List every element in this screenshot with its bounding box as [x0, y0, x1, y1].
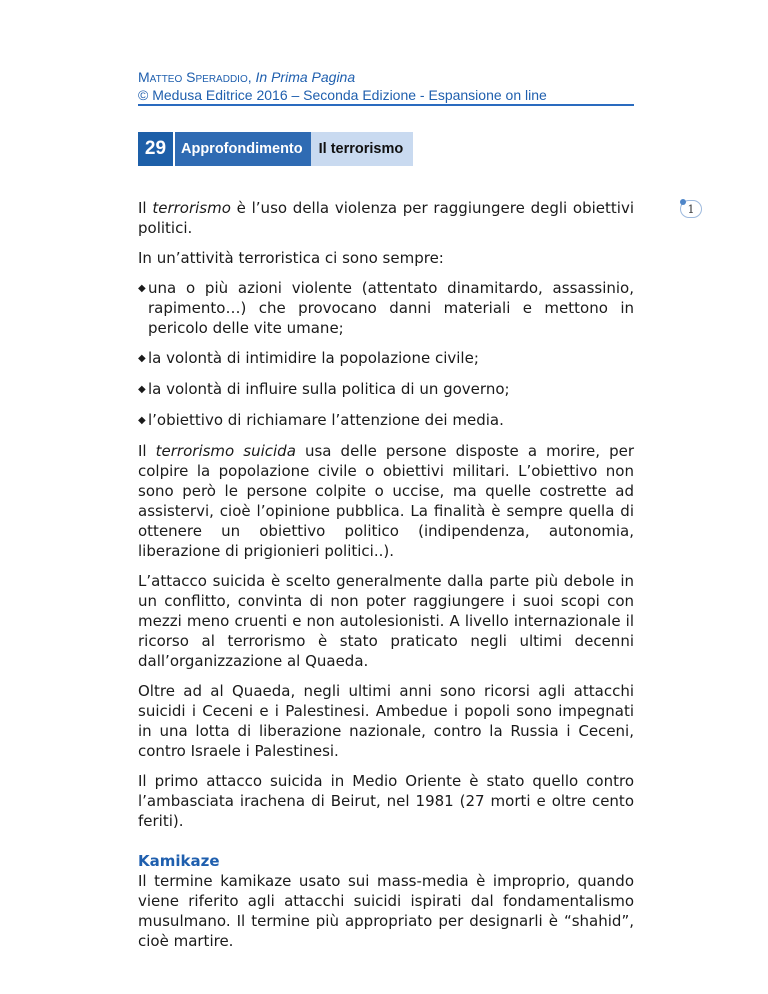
page-number-badge	[677, 197, 705, 221]
book-title: In Prima Pagina	[255, 69, 356, 85]
heading-kamikaze: Kamikaze	[138, 852, 220, 870]
paragraph-intro-list: In un’attività terroristica ci sono sempre:	[138, 249, 444, 267]
list-item: ◆ l’obiettivo di richiamare l’attenzione dei media.	[138, 411, 504, 429]
list-item: ◆ una o più azioni violente (attentato dinamitardo, assassinio, rapimento…) che provocano danni materiali e mettono in pericolo delle vite umane;	[138, 279, 634, 337]
diamond-bullet-icon: ◆	[138, 353, 146, 364]
edition-line: © Medusa Editrice 2016 – Seconda Edizione - Espansione on line	[138, 87, 547, 103]
topic-label: Il terrorismo	[311, 132, 414, 166]
section-label: Approfondimento	[175, 132, 311, 166]
paragraph-suicide-attack: L’attacco suicida è scelto generalmente dalla parte più debole in un conflitto, convinta di non poter raggiungere i suoi scopi con mezzi meno cruenti e non autolesionisti. A livello internazionale il ricorso al terrorismo è stato praticato negli ultimi decenni dall’organizzazione al Quaeda.	[138, 572, 634, 670]
header-rule	[138, 104, 634, 106]
paragraph-chechens-palestinians: Oltre ad al Quaeda, negli ultimi anni sono ricorsi agli attacchi suicidi i Ceceni e i Palestinesi. Ambedue i popoli sono impegnati in una lotta di liberazione nazionale, contro la Russia i Ceceni, contro Israele i Palestinesi.	[138, 682, 634, 760]
diamond-bullet-icon: ◆	[138, 283, 146, 294]
paragraph-kamikaze: Il termine kamikaze usato sui mass-media è improprio, quando viene riferito agli attacchi suicidi ispirati dal fondamentalismo musulmano. Il termine più appropriato per designarli è “shahid”, cioè martire.	[138, 872, 634, 950]
chapter-banner	[138, 132, 413, 166]
article-body	[138, 198, 634, 961]
diamond-bullet-icon: ◆	[138, 415, 146, 426]
header-author-title: Matteo Speraddio, In Prima Pagina	[138, 69, 356, 85]
paragraph-beirut: Il primo attacco suicida in Medio Oriente è stato quello contro l’ambasciata irachena di Beirut, nel 1981 (27 morti e oltre cento feriti).	[138, 772, 634, 830]
chapter-number: 29	[138, 132, 173, 166]
list-item: ◆ la volontà di influire sulla politica di un governo;	[138, 380, 510, 398]
list-item: ◆ la volontà di intimidire la popolazione civile;	[138, 349, 479, 367]
paragraph-suicide-terrorism: Il terrorismo suicida usa delle persone disposte a morire, per colpire la popolazione civile o obiettivi militari. L’obiettivo non sono però le persone colpite o uccise, ma quelle costrette ad assistervi, cioè l’opinione pubblica. La finalità è sempre quella di ottenere un obiettivo politico (indipendenza, autonomia, liberazione di prigionieri politici..).	[138, 442, 635, 560]
running-header	[138, 68, 634, 104]
diamond-bullet-icon: ◆	[138, 384, 146, 395]
page-number: 1	[687, 202, 695, 216]
paragraph-definition: Il terrorismo è l’uso della violenza per raggiungere degli obiettivi politici.	[138, 199, 634, 237]
author-name: Matteo Speraddio	[138, 69, 248, 85]
